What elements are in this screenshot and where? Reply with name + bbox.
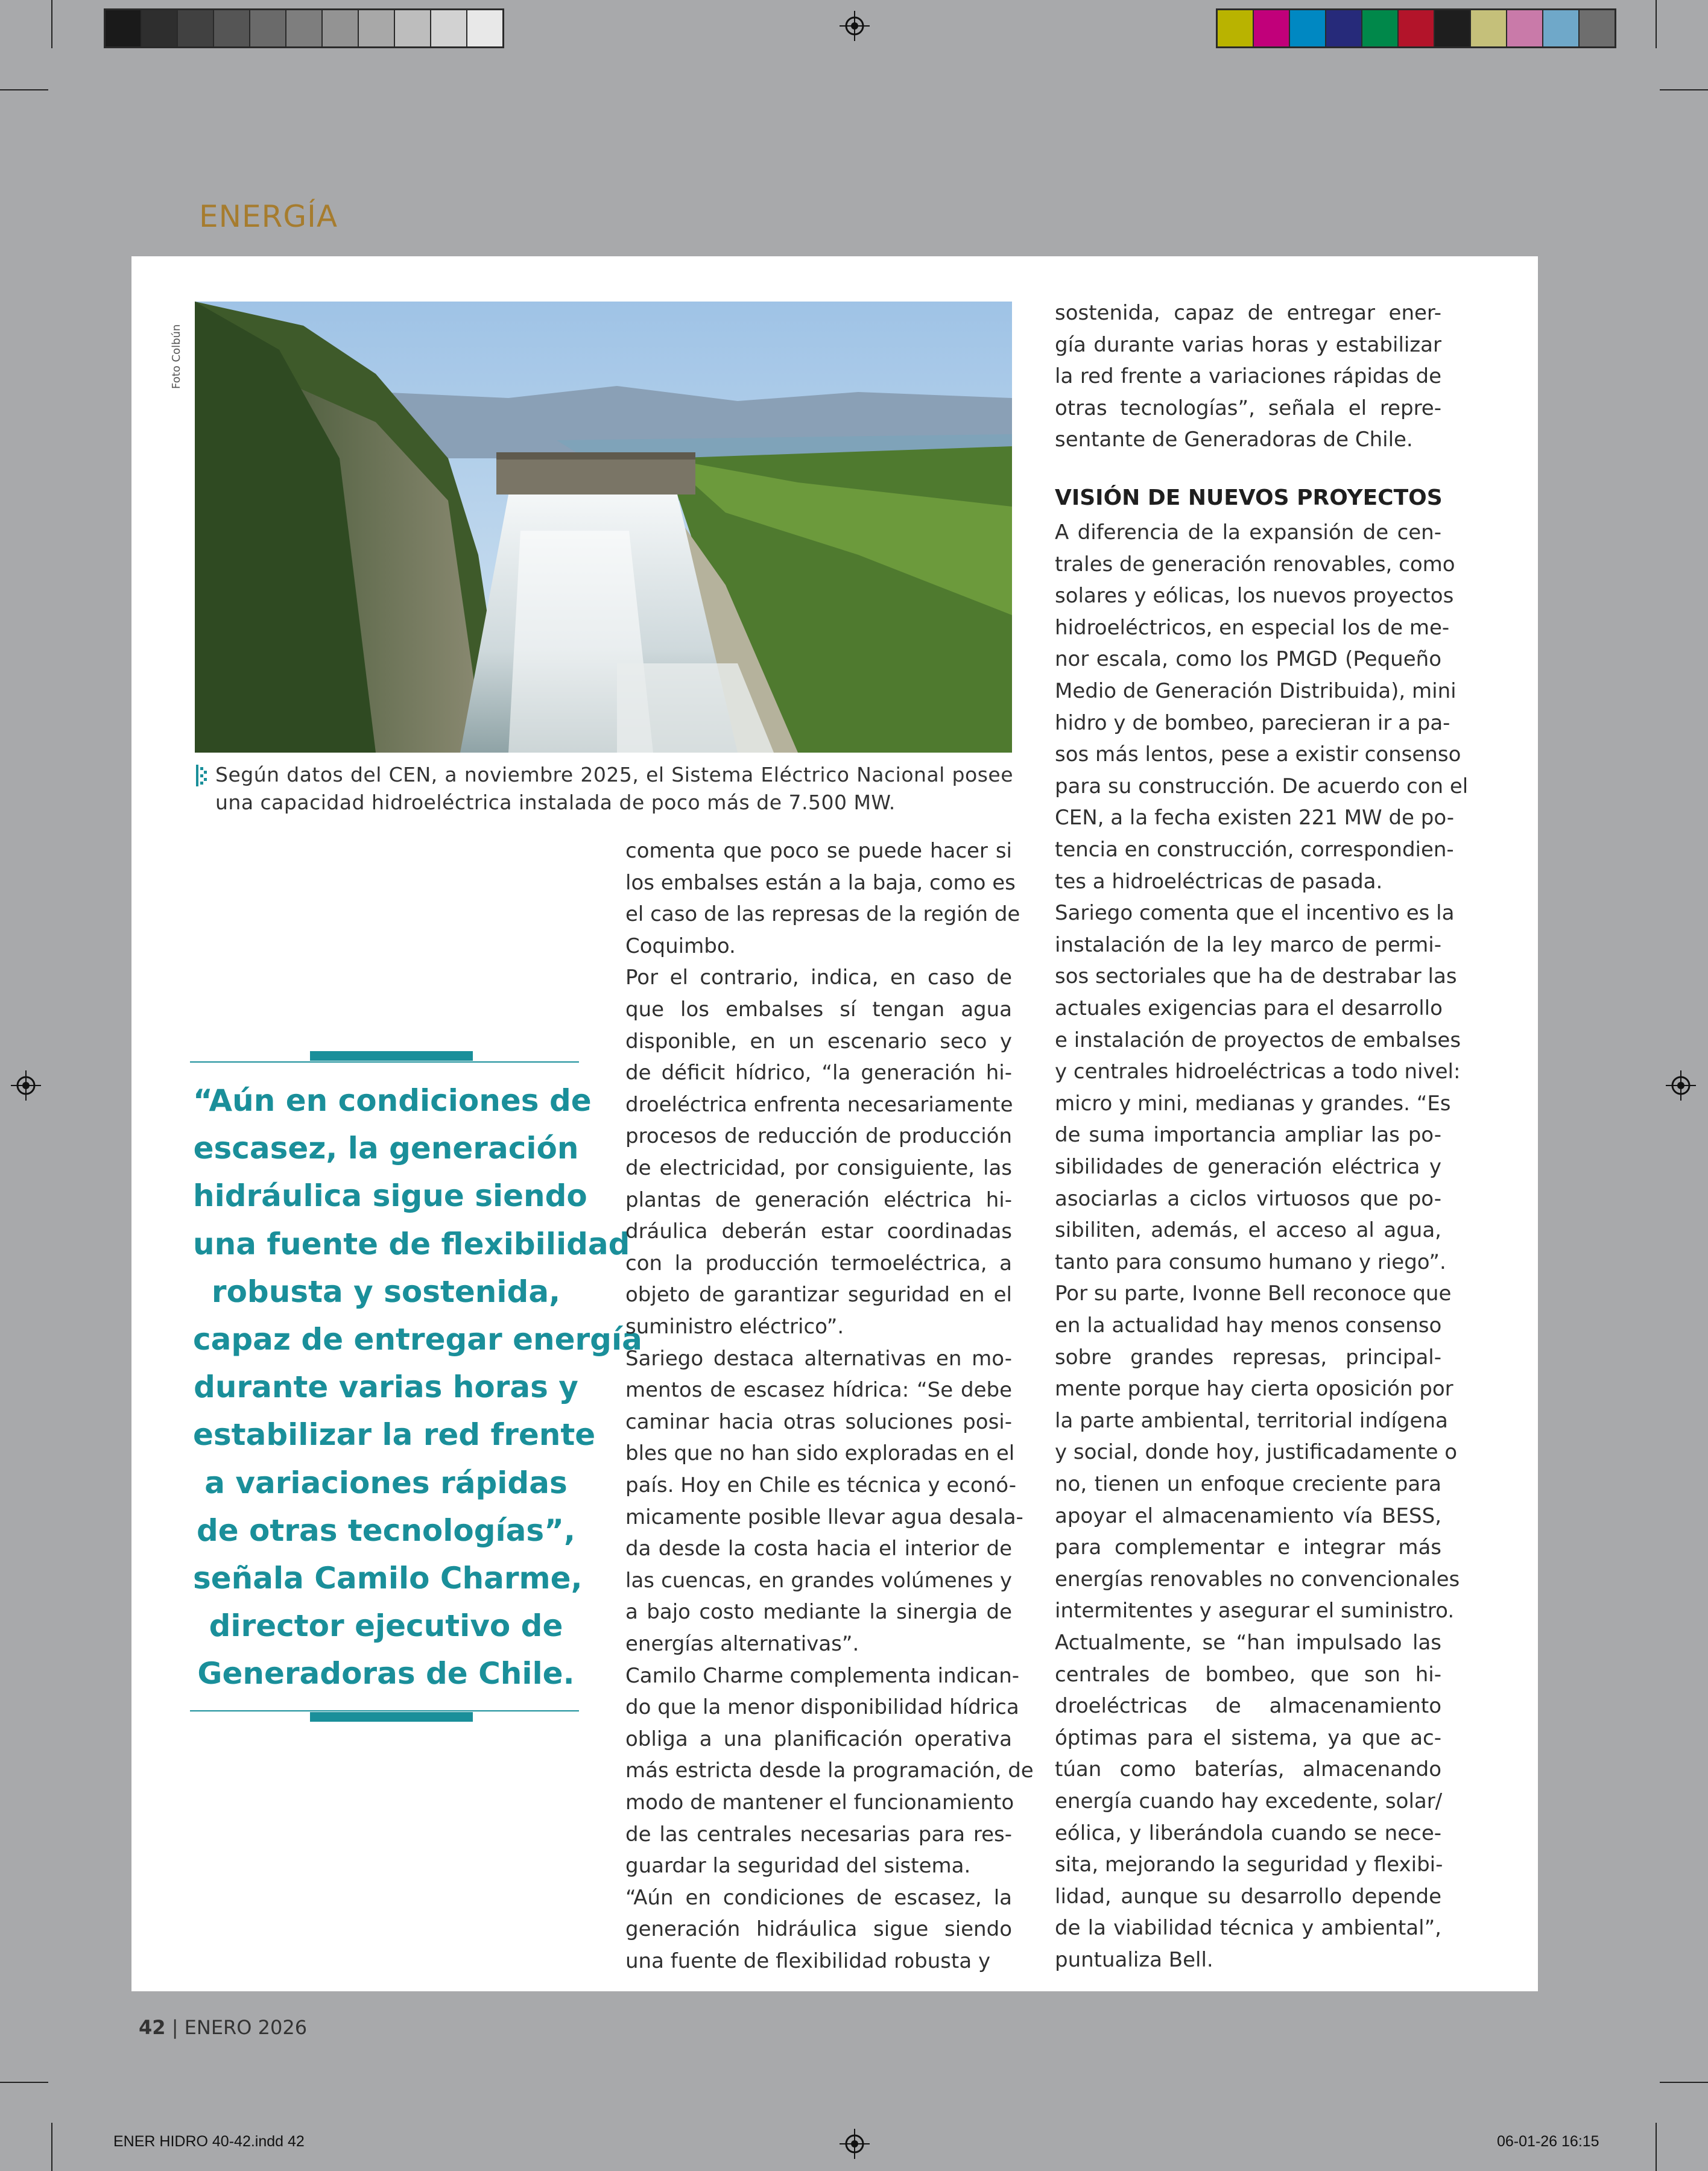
body-text-line: sos más lentos, pese a existir consenso: [1055, 742, 1461, 767]
registration-mark-left: [11, 1070, 41, 1101]
body-text-line: tencia en construcción, correspondien-: [1055, 838, 1454, 862]
crop-mark: [51, 0, 52, 48]
section-title: ENERGÍA: [199, 199, 338, 234]
color-swatch: [1435, 10, 1471, 46]
pull-quote-line: Generadoras de Chile.: [197, 1656, 575, 1692]
body-text-line: instalación de la ley marco de permi-: [1055, 932, 1441, 957]
body-text-line: energía cuando hay excedente, solar/: [1055, 1789, 1443, 1813]
color-swatch: [1471, 10, 1507, 46]
registration-mark-top: [840, 11, 870, 41]
body-text-line: los embalses están a la baja, como es: [625, 870, 1016, 895]
color-swatch: [1254, 10, 1290, 46]
body-text-line: que los embalses sí tengan agua: [625, 997, 1012, 1022]
body-text-line: “Aún en condiciones de escasez, la: [625, 1885, 1012, 1910]
body-text-line: en la actualidad hay menos consenso: [1055, 1313, 1442, 1338]
body-text-line: para su construcción. De acuerdo con el: [1055, 774, 1469, 798]
color-swatch: [431, 10, 467, 46]
pull-quote-line: director ejecutivo de: [209, 1608, 563, 1644]
body-text-line: con la producción termoeléctrica, a: [625, 1251, 1012, 1275]
dam-spillway-photo: [195, 302, 1012, 753]
body-text-line: mente porque hay cierta oposición por: [1055, 1377, 1453, 1402]
color-swatch: [359, 10, 395, 46]
pull-quote-line: escasez, la generación: [193, 1131, 579, 1166]
registration-mark-right: [1666, 1070, 1696, 1101]
body-text-line: centrales de bombeo, que son hi-: [1055, 1662, 1441, 1687]
body-text-line: caminar hacia otras soluciones posi-: [625, 1409, 1012, 1434]
crop-mark: [1660, 89, 1708, 90]
body-text-line: eólica, y liberándola cuando se nece-: [1055, 1821, 1441, 1845]
issue-date: | ENERO 2026: [171, 2016, 308, 2039]
pull-quote-line: durante varias horas y: [194, 1370, 578, 1405]
color-swatch: [106, 10, 142, 46]
color-swatch: [142, 10, 178, 46]
color-swatch-bar: [1216, 8, 1616, 48]
crop-mark: [51, 2123, 52, 2171]
color-swatch: [178, 10, 214, 46]
body-text-line: actuales exigencias para el desarrollo: [1055, 996, 1443, 1020]
registration-mark-bottom: [840, 2129, 870, 2159]
pull-quote-line: robusta y sostenida,: [211, 1274, 561, 1309]
body-text-line: las cuencas, en grandes volúmenes y: [625, 1568, 1012, 1593]
section-subheading: VISIÓN DE NUEVOS PROYECTOS: [1055, 485, 1443, 510]
color-swatch: [395, 10, 431, 46]
crop-mark: [1656, 2123, 1657, 2171]
body-text-line: Camilo Charme complementa indican-: [625, 1663, 1020, 1688]
color-swatch: [1290, 10, 1326, 46]
slug-timestamp: 06-01-26 16:15: [1497, 2133, 1599, 2150]
body-text-line: Por su parte, Ivonne Bell reconoce que: [1055, 1281, 1452, 1306]
body-text-line: una fuente de flexibilidad robusta y: [625, 1949, 991, 1973]
body-text-line: la red frente a variaciones rápidas de: [1055, 364, 1441, 389]
crop-mark: [0, 2082, 48, 2083]
body-text-line: e instalación de proyectos de embalses: [1055, 1028, 1461, 1052]
body-text-line: CEN, a la fecha existen 221 MW de po-: [1055, 806, 1455, 830]
body-text-line: plantas de generación eléctrica hi-: [625, 1187, 1012, 1212]
color-swatch: [1399, 10, 1435, 46]
pull-quote-line: a variaciones rápidas: [204, 1465, 568, 1500]
pull-quote-bar: [310, 1712, 473, 1722]
body-text-line: sibilidades de generación eléctrica y: [1055, 1155, 1441, 1179]
body-text-line: de déficit hídrico, “la generación hi-: [625, 1061, 1012, 1086]
body-text-line: la parte ambiental, territorial indígena: [1055, 1408, 1448, 1433]
body-text-line: Coquimbo.: [625, 934, 736, 958]
pull-quote-line: estabilizar la red frente: [193, 1417, 596, 1453]
color-swatch: [1543, 10, 1580, 46]
body-text-line: más estricta desde la programación, de: [625, 1759, 1034, 1783]
grayscale-swatch-bar: [104, 8, 504, 48]
body-text-line: disponible, en un escenario seco y: [625, 1029, 1012, 1054]
body-text-line: Medio de Generación Distribuida), mini: [1055, 679, 1457, 703]
body-text-line: obliga a una planificación operativa: [625, 1727, 1012, 1751]
body-text-line: objeto de garantizar seguridad en el: [625, 1283, 1012, 1307]
color-swatch: [323, 10, 359, 46]
body-text-line: Por el contrario, indica, en caso de: [625, 965, 1012, 990]
pull-quote-line: señala Camilo Charme,: [193, 1561, 583, 1596]
body-text-line: intermitentes y asegurar el suministro.: [1055, 1599, 1455, 1623]
body-text-line: mentos de escasez hídrica: “Se debe: [625, 1378, 1012, 1403]
body-text-line: puntualiza Bell.: [1055, 1948, 1213, 1972]
pull-quote-rule: [190, 1710, 579, 1711]
body-text-line: asociarlas a ciclos virtuosos que po-: [1055, 1186, 1441, 1211]
body-text-line: sentante de Generadoras de Chile.: [1055, 428, 1413, 452]
page-number: 42: [139, 2016, 166, 2039]
body-text-line: energías renovables no convencionales: [1055, 1567, 1460, 1591]
color-swatch: [1218, 10, 1254, 46]
color-swatch: [250, 10, 286, 46]
body-text-line: sos sectoriales que ha de destrabar las: [1055, 964, 1457, 989]
body-text-line: da desde la costa hacia el interior de: [625, 1537, 1012, 1561]
body-text-line: do que la menor disponibilidad hídrica: [625, 1695, 1019, 1720]
body-text-line: micamente posible llevar agua desala-: [625, 1505, 1023, 1529]
body-text-line: procesos de reducción de producción: [625, 1124, 1012, 1149]
pull-quote-bar: [310, 1051, 473, 1061]
body-text-line: no, tienen un enfoque creciente para: [1055, 1472, 1441, 1496]
body-text-line: nor escala, como los PMGD (Pequeño: [1055, 647, 1441, 672]
body-text-line: otras tecnologías”, señala el repre-: [1055, 396, 1441, 420]
photo-caption: [196, 761, 1013, 817]
body-text-line: gía durante varias horas y estabilizar: [1055, 332, 1441, 357]
body-text-line: y social, donde hoy, justificadamente o: [1055, 1440, 1458, 1465]
body-text-line: generación hidráulica sigue siendo: [625, 1917, 1012, 1942]
body-text-line: a bajo costo mediante la sinergia de: [625, 1600, 1012, 1625]
pull-quote-line: de otras tecnologías”,: [196, 1512, 576, 1548]
body-text-line: de electricidad, por consiguiente, las: [625, 1156, 1012, 1180]
body-text-line: sobre grandes represas, principal-: [1055, 1345, 1441, 1370]
body-text-line: energías alternativas”.: [625, 1632, 859, 1656]
body-text-line: droeléctricas de almacenamiento: [1055, 1694, 1441, 1719]
body-text-line: droeléctrica enfrenta necesariamente: [625, 1092, 1013, 1117]
body-text-line: tanto para consumo humano y riego”.: [1055, 1250, 1446, 1274]
pull-quote-line: capaz de entregar energía: [193, 1322, 642, 1357]
color-swatch: [286, 10, 323, 46]
body-text-line: de las centrales necesarias para res-: [625, 1822, 1012, 1847]
color-swatch: [214, 10, 250, 46]
body-text-line: hidroeléctricos, en especial los de me-: [1055, 615, 1450, 640]
color-swatch: [1326, 10, 1362, 46]
body-text-line: Sariego comenta que el incentivo es la: [1055, 901, 1455, 926]
body-text-line: trales de generación renovables, como: [1055, 552, 1455, 577]
caption-arrow-icon: [196, 765, 209, 786]
body-text-line: comenta que poco se puede hacer si: [625, 839, 1012, 863]
body-text-line: sibiliten, además, el acceso al agua,: [1055, 1218, 1441, 1243]
body-text-line: tes a hidroeléctricas de pasada.: [1055, 869, 1383, 894]
body-text-line: y centrales hidroeléctricas a todo nivel:: [1055, 1060, 1461, 1084]
slug-filename: ENER HIDRO 40-42.indd 42: [113, 2133, 305, 2150]
body-text-line: el caso de las represas de la región de: [625, 902, 1020, 927]
body-text-line: óptimas para el sistema, ya que ac-: [1055, 1725, 1441, 1750]
pull-quote-line: hidráulica sigue siendo: [193, 1178, 587, 1214]
body-text-line: para complementar e integrar más: [1055, 1535, 1441, 1560]
body-text-line: A diferencia de la expansión de cen-: [1055, 520, 1441, 545]
pull-quote-rule: [190, 1061, 579, 1063]
body-text-line: apoyar el almacenamiento vía BESS,: [1055, 1503, 1441, 1528]
pull-quote-line: “Aún en condiciones de: [193, 1083, 592, 1118]
pull-quote-line: una fuente de flexibilidad: [193, 1226, 630, 1262]
body-text-line: Sariego destaca alternativas en mo-: [625, 1346, 1012, 1371]
body-text-line: sostenida, capaz de entregar ener-: [1055, 301, 1441, 325]
body-text-line: país. Hoy en Chile es técnica y econó-: [625, 1473, 1016, 1497]
color-swatch: [1507, 10, 1543, 46]
body-text-line: Actualmente, se “han impulsado las: [1055, 1631, 1441, 1655]
body-text-line: micro y mini, medianas y grandes. “Es: [1055, 1091, 1451, 1116]
caption-text: Según datos del CEN, a noviembre 2025, el Sistema Eléctrico Nacional posee una capacidad hidroeléctrica instalada de poco más de 7.500 MW.: [215, 763, 1013, 814]
body-text-line: de suma importancia ampliar las po-: [1055, 1123, 1441, 1148]
folio: [139, 2016, 307, 2039]
body-text-line: solares y eólicas, los nuevos proyectos: [1055, 584, 1454, 608]
body-text-line: suministro eléctrico”.: [625, 1315, 844, 1339]
body-text-line: dráulica deberán estar coordinadas: [625, 1219, 1012, 1244]
crop-mark: [1656, 0, 1657, 48]
crop-mark: [0, 89, 48, 90]
crop-mark: [1660, 2082, 1708, 2083]
body-text-line: sita, mejorando la seguridad y flexibi-: [1055, 1853, 1443, 1877]
color-swatch: [1580, 10, 1615, 46]
body-text-line: bles que no han sido exploradas en el: [625, 1441, 1015, 1466]
body-text-line: de la viabilidad técnica y ambiental”,: [1055, 1916, 1441, 1941]
body-text-line: lidad, aunque su desarrollo depende: [1055, 1884, 1441, 1909]
body-text-line: hidro y de bombeo, parecieran ir a pa-: [1055, 710, 1450, 735]
color-swatch: [467, 10, 502, 46]
body-text-line: modo de mantener el funcionamiento: [625, 1790, 1014, 1815]
body-text-line: túan como baterías, almacenando: [1055, 1757, 1441, 1782]
body-text-line: guardar la seguridad del sistema.: [625, 1854, 971, 1879]
color-swatch: [1362, 10, 1399, 46]
